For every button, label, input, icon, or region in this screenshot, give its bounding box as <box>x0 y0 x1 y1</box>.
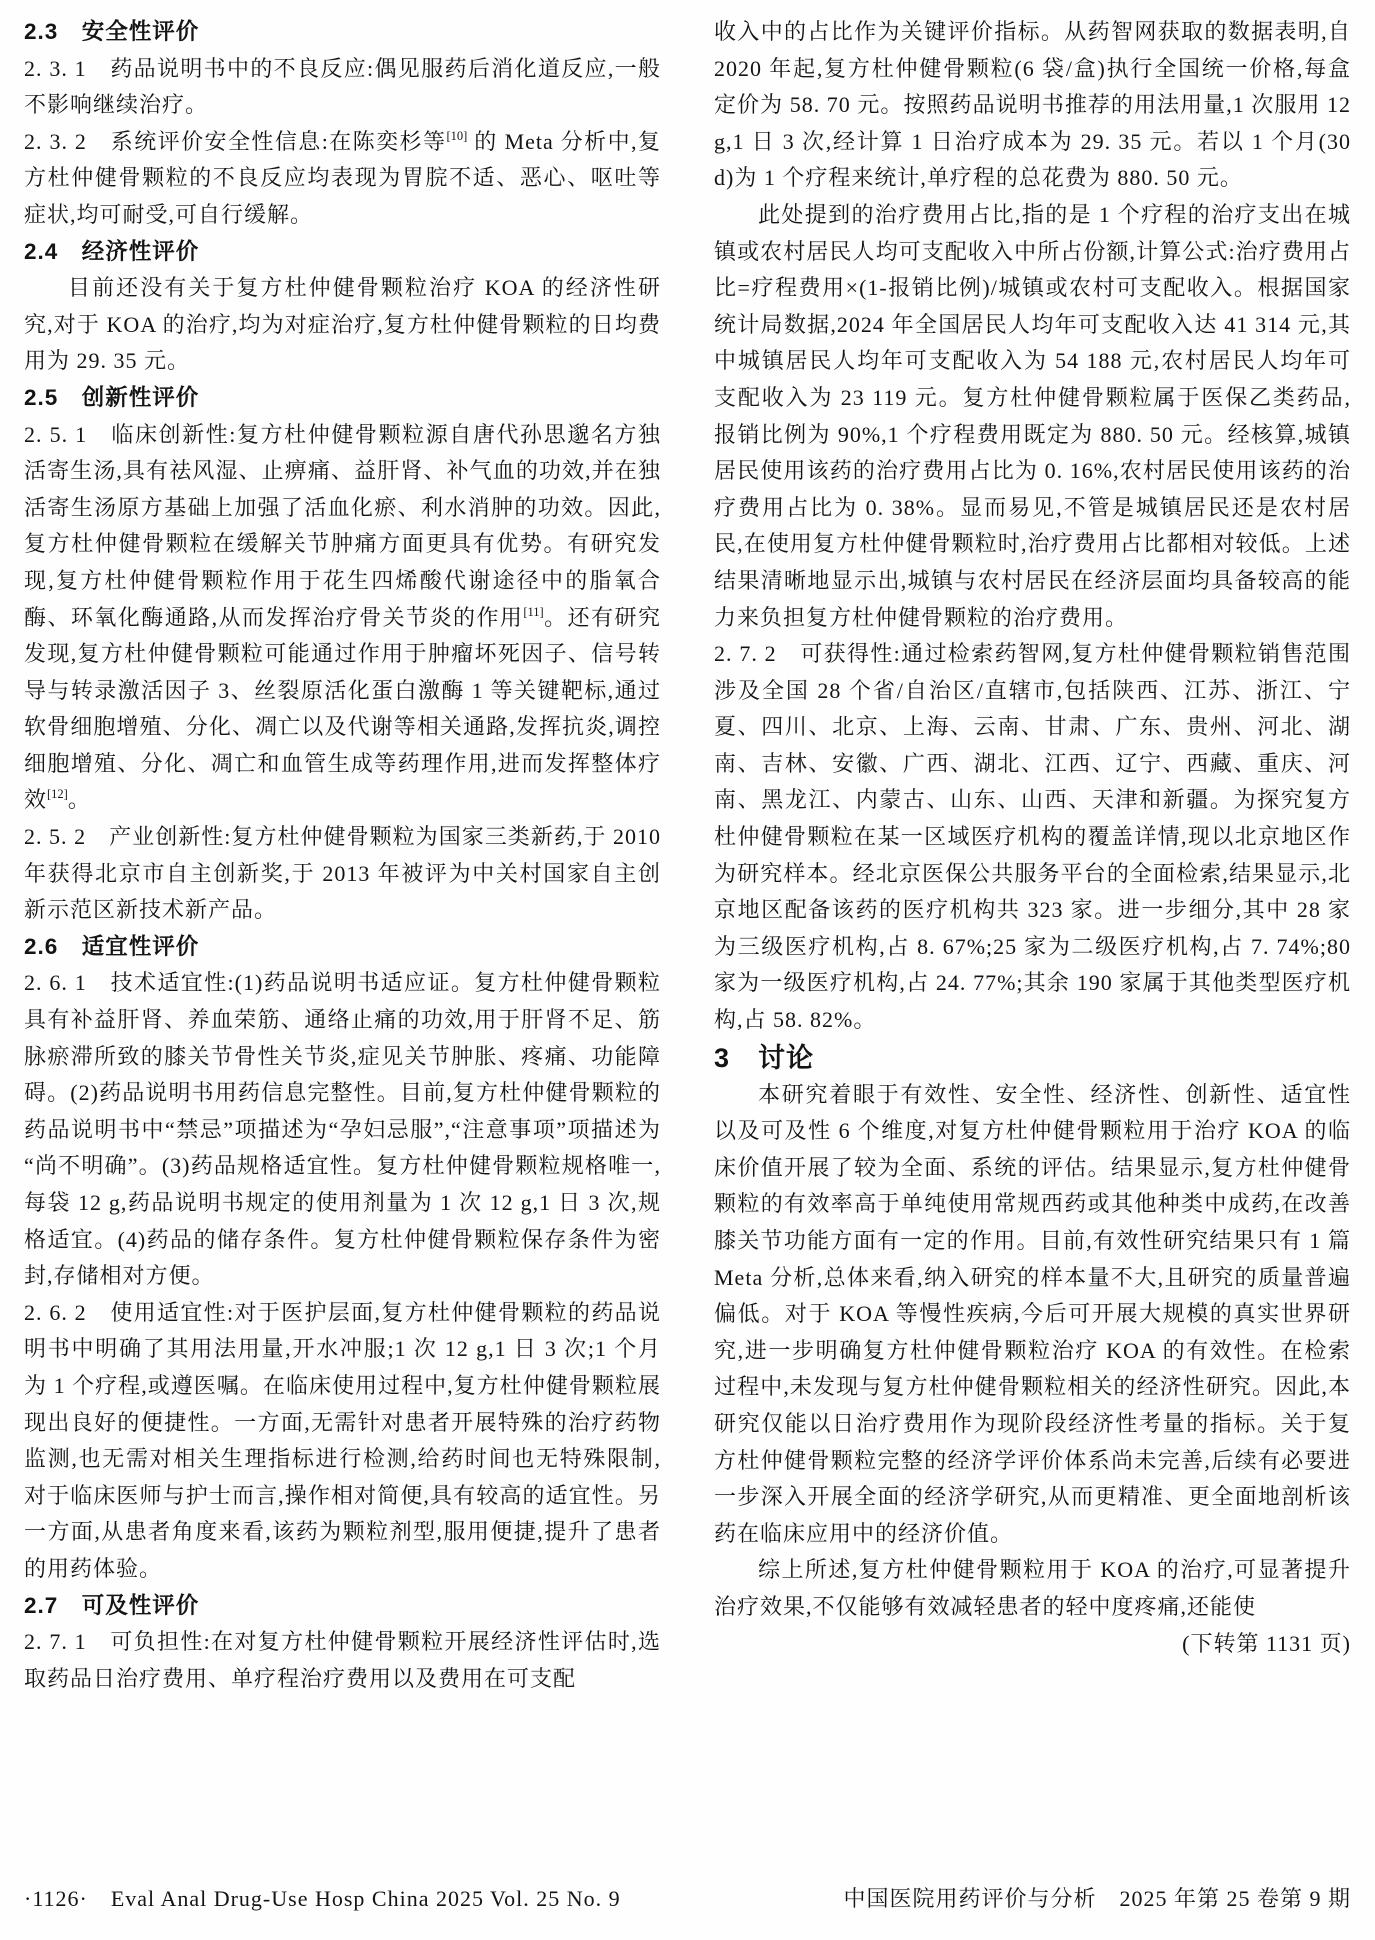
para-2-4: 目前还没有关于复方杜仲健骨颗粒治疗 KOA 的经济性研究,对于 KOA 的治疗,均为对症治疗,复方杜仲健骨颗粒的日均费用为 29. 35 元。 <box>24 275 661 374</box>
section-heading-2-6: 2.6 适宜性评价 <box>24 933 200 959</box>
para-discussion-1: 本研究着眼于有效性、安全性、经济性、创新性、适宜性以及可及性 6 个维度,对复方杜仲健骨颗粒用于治疗 KOA 的临床价值开展了较为全面、系统的评估。结果显示,复方杜仲健骨颗粒的有效率高于单纯使用常规西药或其他种类中成药,在改善膝关节功能方面有一定的作用。目前,有效性研究结果只有 1 篇 Meta 分析,总体来看,纳入研究的样本量不大,且研究的质量普遍偏低。对于 KOA 等慢性疾病,今后可开展大规模的真实世界研究,进一步明确复方杜仲健骨颗粒治疗 KOA 的有效性。在检索过程中,未发现与复方杜仲健骨颗粒相关的经济性研究。因此,本研究仅能以日治疗费用作为现阶段经济性考量的指标。关于复方杜仲健骨颗粒完整的经济学评价体系尚未完善,后续有必要进一步深入开展全面的经济学研究,从而更精准、更全面地剖析该药在临床应用中的经济价值。 <box>714 1081 1351 1546</box>
page-footer <box>24 1884 1351 1914</box>
section-heading-3-discussion: 3 讨论 <box>714 1042 815 1073</box>
section-heading-2-3: 2.3 安全性评价 <box>24 19 200 44</box>
para-2-5-2: 2. 5. 2 产业创新性:复方杜仲健骨颗粒为国家三类新药,于 2010 年获得北京市自主创新奖,于 2013 年被评为中关村国家自主创新示范区新技术新产品。 <box>24 824 661 923</box>
ref-10-superscript: [10] <box>446 128 468 143</box>
para-2-6-1: 2. 6. 1 技术适宜性:(1)药品说明书适应证。复方杜仲健骨颗粒具有补益肝肾、养血荣筋、通络止痛的功效,用于肝肾不足、筋脉瘀滞所致的膝关节骨性关节炎,症见关节肿胀、疼痛、功能障碍。(2)药品说明书用药信息完整性。目前,复方杜仲健骨颗粒的药品说明书中“禁忌”项描述为“孕妇忌服”,“注意事项”项描述为“尚不明确”。(3)药品规格适宜性。复方杜仲健骨颗粒规格唯一,每袋 12 g,药品说明书规定的使用剂量为 1 次 12 g,1 日 3 次,规格适宜。(4)药品的储存条件。复方杜仲健骨颗粒保存条件为密封,存储相对方便。 <box>24 970 661 1289</box>
para-2-7-1: 2. 7. 1 可负担性:在对复方杜仲健骨颗粒开展经济性评估时,选取药品日治疗费用、单疗程治疗费用以及费用在可支配 <box>24 1629 661 1691</box>
para-treatment-cost-ratio: 此处提到的治疗费用占比,指的是 1 个疗程的治疗支出在城镇或农村居民人均可支配收入中所占份额,计算公式:治疗费用占比=疗程费用×(1-报销比例)/城镇或农村可支配收入。根据国家统计局数据,2024 年全国居民人均年可支配收入达 41 314 元,其中城镇居民人均年可支配收入为 54 188 元,农村居民人均年可支配收入为 23 119 元。复方杜仲健骨颗粒属于医保乙类药品,报销比例为 90%,1 个疗程费用既定为 880. 50 元。经核算,城镇居民使用该药的治疗费用占比为 0. 16%,农村居民使用该药的治疗费用占比为 0. 38%。显而易见,不管是城镇居民还是农村居民,在使用复方杜仲健骨颗粒时,治疗费用占比都相对较低。上述结果清晰地显示出,城镇与农村居民在经济层面均具备较高的能力来负担复方杜仲健骨颗粒的治疗费用。 <box>714 201 1351 630</box>
para-text-segment: 2. 5. 1 临床创新性:复方杜仲健骨颗粒源自唐代孙思邈名方独活寄生汤,具有祛风湿、止痹痛、益肝肾、补气血的功效,并在独活寄生汤原方基础上加强了活血化瘀、利水消肿的功效。因此,复方杜仲健骨颗粒在缓解关节肿痛方面更具有优势。有研究发现,复方杜仲健骨颗粒作用于花生四烯酸代谢途径中的脂氧合酶、环氧化酶通路,从而发挥治疗骨关节炎的作用 <box>24 421 661 630</box>
section-heading-2-4: 2.4 经济性评价 <box>24 238 200 264</box>
ref-11-superscript: [11] <box>523 604 544 619</box>
para-text-segment: 。 <box>67 787 91 813</box>
para-text-segment: 的 Meta 分析中,复方杜仲健骨颗粒的不良反应均表现为胃脘不适、恶心、呕吐等症状,均可耐受,可自行缓解。 <box>24 128 661 227</box>
footer-right-journal-info: 中国医院用药评价与分析 2025 年第 25 卷第 9 期 <box>843 1886 1351 1911</box>
left-column <box>24 14 661 1854</box>
para-2-7-2: 2. 7. 2 可获得性:通过检索药智网,复方杜仲健骨颗粒销售范围涉及全国 28 个省/自治区/直辖市,包括陕西、江苏、浙江、宁夏、四川、北京、上海、云南、甘肃、广东、贵州、河北、湖南、吉林、安徽、广西、湖北、江西、辽宁、西藏、重庆、河南、黑龙江、内蒙古、山东、山西、天津和新疆。为探究复方杜仲健骨颗粒在某一区域医疗机构的覆盖详情,现以北京地区作为研究样本。经北京医保公共服务平台的全面检索,结果显示,北京地区配备该药的医疗机构共 323 家。进一步细分,其中 28 家为三级医疗机构,占 8. 67%;25 家为二级医疗机构,占 7. 74%;80 家为一级医疗机构,占 24. 77%;其余 190 家属于其他类型医疗机构,占 58. 82%。 <box>714 641 1351 1033</box>
section-heading-2-5: 2.5 创新性评价 <box>24 384 200 410</box>
para-2-3-2 <box>24 124 661 234</box>
para-2-5-1 <box>24 417 661 820</box>
continuation-note: (下转第 1131 页) <box>1182 1630 1351 1656</box>
para-text-segment: 。还有研究发现,复方杜仲健骨颗粒可能通过作用于肿瘤坏死因子、信号转导与转录激活因子 3、丝裂原活化蛋白激酶 1 等关键靶标,通过软骨细胞增殖、分化、凋亡以及代谢等相关通路,发挥抗炎,调控细胞增殖、分化、凋亡和血管生成等药理作用,进而发挥整体疗效 <box>24 604 661 813</box>
para-2-7-1-continued: 收入中的占比作为关键评价指标。从药智网获取的数据表明,自 2020 年起,复方杜仲健骨颗粒(6 袋/盒)执行全国统一价格,每盒定价为 58. 70 元。按照药品说明书推荐的用法用量,1 次服用 12 g,1 日 3 次,经计算 1 日治疗成本为 29. 35 元。若以 1 个月(30 d)为 1 个疗程来统计,单疗程的总花费为 880. 50 元。 <box>714 19 1351 191</box>
para-2-3-1: 2. 3. 1 药品说明书中的不良反应:偶见服药后消化道反应,一般不影响继续治疗。 <box>24 55 661 118</box>
para-2-6-2: 2. 6. 2 使用适宜性:对于医护层面,复方杜仲健骨颗粒的药品说明书中明确了其用法用量,开水冲服;1 次 12 g,1 日 3 次;1 个月为 1 个疗程,或遵医嘱。在临床使用过程中,复方杜仲健骨颗粒展现出良好的便捷性。一方面,无需针对患者开展特殊的治疗药物监测,也无需对相关生理指标进行检测,给药时间也无特殊限制,对于临床医师与护士而言,操作相对简便,具有较高的适宜性。另一方面,从患者角度来看,该药为颗粒剂型,服用便捷,提升了患者的用药体验。 <box>24 1299 661 1581</box>
section-heading-2-7: 2.7 可及性评价 <box>24 1592 200 1618</box>
right-column <box>714 14 1351 1854</box>
para-text-segment: 2. 3. 2 系统评价安全性信息:在陈奕杉等 <box>24 128 447 154</box>
footer-left-journal-info: ·1126· Eval Anal Drug-Use Hosp China 2025 Vol. 25 No. 9 <box>24 1886 621 1911</box>
ref-12-superscript: [12] <box>47 787 68 802</box>
para-discussion-2: 综上所述,复方杜仲健骨颗粒用于 KOA 的治疗,可显著提升治疗效果,不仅能够有效减轻患者的轻中度疼痛,还能使 <box>714 1557 1351 1619</box>
